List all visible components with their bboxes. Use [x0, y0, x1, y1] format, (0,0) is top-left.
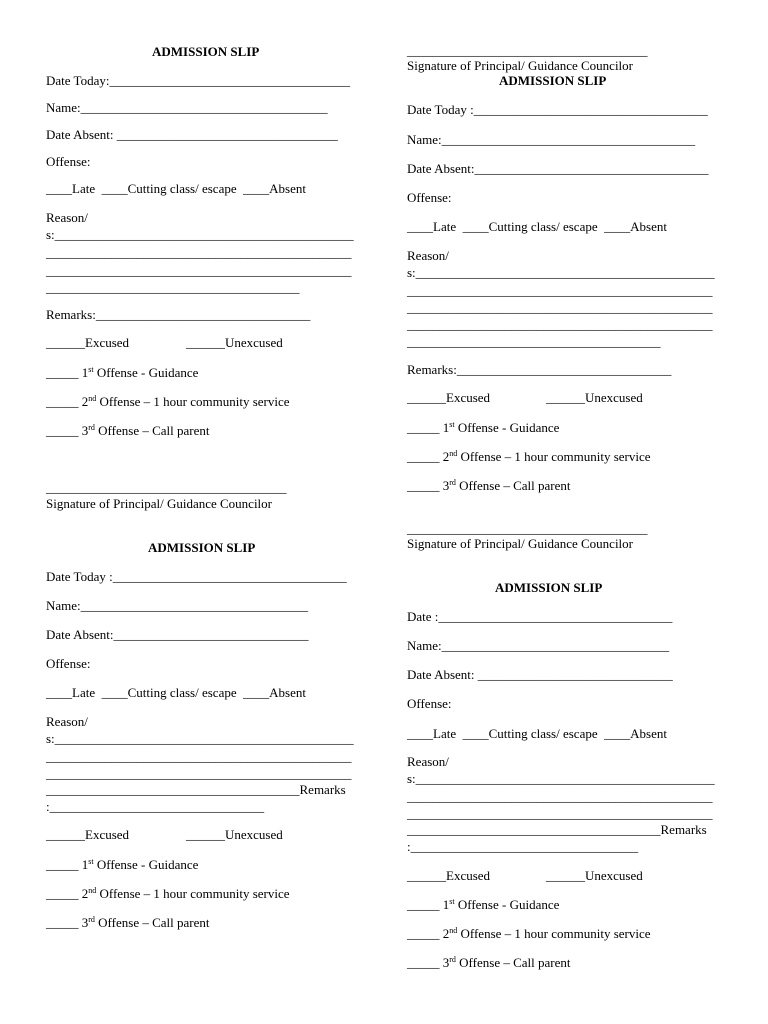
date-field: Date :____________________________________ [407, 609, 673, 624]
offense-label: Offense: [407, 190, 452, 205]
reason-label: Reason/ [46, 714, 88, 729]
date-today-field: Date Today :____________________________________ [46, 569, 347, 584]
unexcused-option: ______Unexcused [186, 335, 283, 350]
third-offense-option: _____ 3rd Offense – Call parent [46, 915, 210, 930]
name-field: Name:_______________________________________ [407, 132, 696, 147]
reason-line: s:______________________________________________ [46, 227, 354, 242]
third-offense-option: _____ 3rd Offense – Call parent [407, 955, 571, 970]
first-offense-option: _____ 1st Offense - Guidance [46, 857, 199, 872]
offense-label: Offense: [407, 696, 452, 711]
signature-line: _____________________________________ [46, 480, 287, 495]
reason-label: Reason/ [407, 248, 449, 263]
excused-option: ______Excused [46, 827, 130, 842]
remarks-field: Remarks:_________________________________ [407, 362, 672, 377]
unexcused-option: ______Unexcused [546, 868, 643, 883]
remarks-field: Remarks:_________________________________ [46, 307, 311, 322]
slip-title: ADMISSION SLIP [499, 73, 607, 88]
reason-line: s:______________________________________________ [407, 265, 715, 280]
name-field: Name:___________________________________ [407, 638, 670, 653]
date-today-field: Date Today:_____________________________________ [46, 73, 350, 88]
offense-types: ____Late ____Cutting class/ escape ____Absent [407, 219, 667, 234]
reason-line: s:______________________________________________ [407, 771, 715, 786]
remarks-field: :_________________________________ [46, 799, 265, 814]
signature-line: _____________________________________ [407, 43, 648, 58]
reason-line: _______________________________________________ [407, 317, 713, 332]
excused-option: ______Excused [407, 390, 491, 405]
reason-line: _______________________________________________ [46, 245, 352, 260]
reason-label: Reason/ [407, 754, 449, 769]
second-offense-option: _____ 2nd Offense – 1 hour community service [407, 449, 651, 464]
reason-line: _______________________________________________ [407, 283, 713, 298]
reason-remarks-line: _______________________________________Remarks [46, 782, 346, 797]
slip-title: ADMISSION SLIP [148, 540, 256, 555]
first-offense-option: _____ 1st Offense - Guidance [407, 420, 560, 435]
reason-line: _______________________________________________ [46, 263, 352, 278]
offense-label: Offense: [46, 656, 91, 671]
signature-line: _____________________________________ [407, 521, 648, 536]
offense-types: ____Late ____Cutting class/ escape ____Absent [46, 181, 306, 196]
first-offense-option: _____ 1st Offense - Guidance [46, 365, 199, 380]
unexcused-option: ______Unexcused [186, 827, 283, 842]
reason-line: _______________________________________________ [407, 789, 713, 804]
reason-line: _______________________________________ [407, 334, 661, 349]
excused-option: ______Excused [407, 868, 491, 883]
reason-line: _______________________________________________ [407, 300, 713, 315]
offense-types: ____Late ____Cutting class/ escape ____Absent [46, 685, 306, 700]
signature-label: Signature of Principal/ Guidance Councilor [46, 496, 273, 511]
offense-types: ____Late ____Cutting class/ escape ____Absent [407, 726, 667, 741]
signature-label: Signature of Principal/ Guidance Councilor [407, 58, 634, 73]
reason-line: s:______________________________________________ [46, 731, 354, 746]
offense-label: Offense: [46, 154, 91, 169]
signature-label: Signature of Principal/ Guidance Councilor [407, 536, 634, 551]
date-absent-field: Date Absent:______________________________ [46, 627, 309, 642]
name-field: Name:___________________________________ [46, 598, 309, 613]
date-absent-field: Date Absent: ______________________________ [407, 667, 673, 682]
reason-line: _______________________________________________ [46, 766, 352, 781]
first-offense-option: _____ 1st Offense - Guidance [407, 897, 560, 912]
slip-title: ADMISSION SLIP [495, 580, 603, 595]
reason-line: _______________________________________________ [407, 806, 713, 821]
date-absent-field: Date Absent: __________________________________ [46, 127, 338, 142]
slip-title: ADMISSION SLIP [152, 44, 260, 59]
remarks-field: :___________________________________ [407, 839, 639, 854]
name-field: Name:______________________________________ [46, 100, 328, 115]
excused-option: ______Excused [46, 335, 130, 350]
date-today-field: Date Today :____________________________________ [407, 102, 708, 117]
second-offense-option: _____ 2nd Offense – 1 hour community service [407, 926, 651, 941]
third-offense-option: _____ 3rd Offense – Call parent [46, 423, 210, 438]
second-offense-option: _____ 2nd Offense – 1 hour community service [46, 886, 290, 901]
reason-line: _______________________________________________ [46, 749, 352, 764]
unexcused-option: ______Unexcused [546, 390, 643, 405]
reason-line: _______________________________________ [46, 280, 300, 295]
reason-remarks-line: _______________________________________Remarks [407, 822, 707, 837]
reason-label: Reason/ [46, 210, 88, 225]
second-offense-option: _____ 2nd Offense – 1 hour community service [46, 394, 290, 409]
date-absent-field: Date Absent:____________________________________ [407, 161, 709, 176]
third-offense-option: _____ 3rd Offense – Call parent [407, 478, 571, 493]
